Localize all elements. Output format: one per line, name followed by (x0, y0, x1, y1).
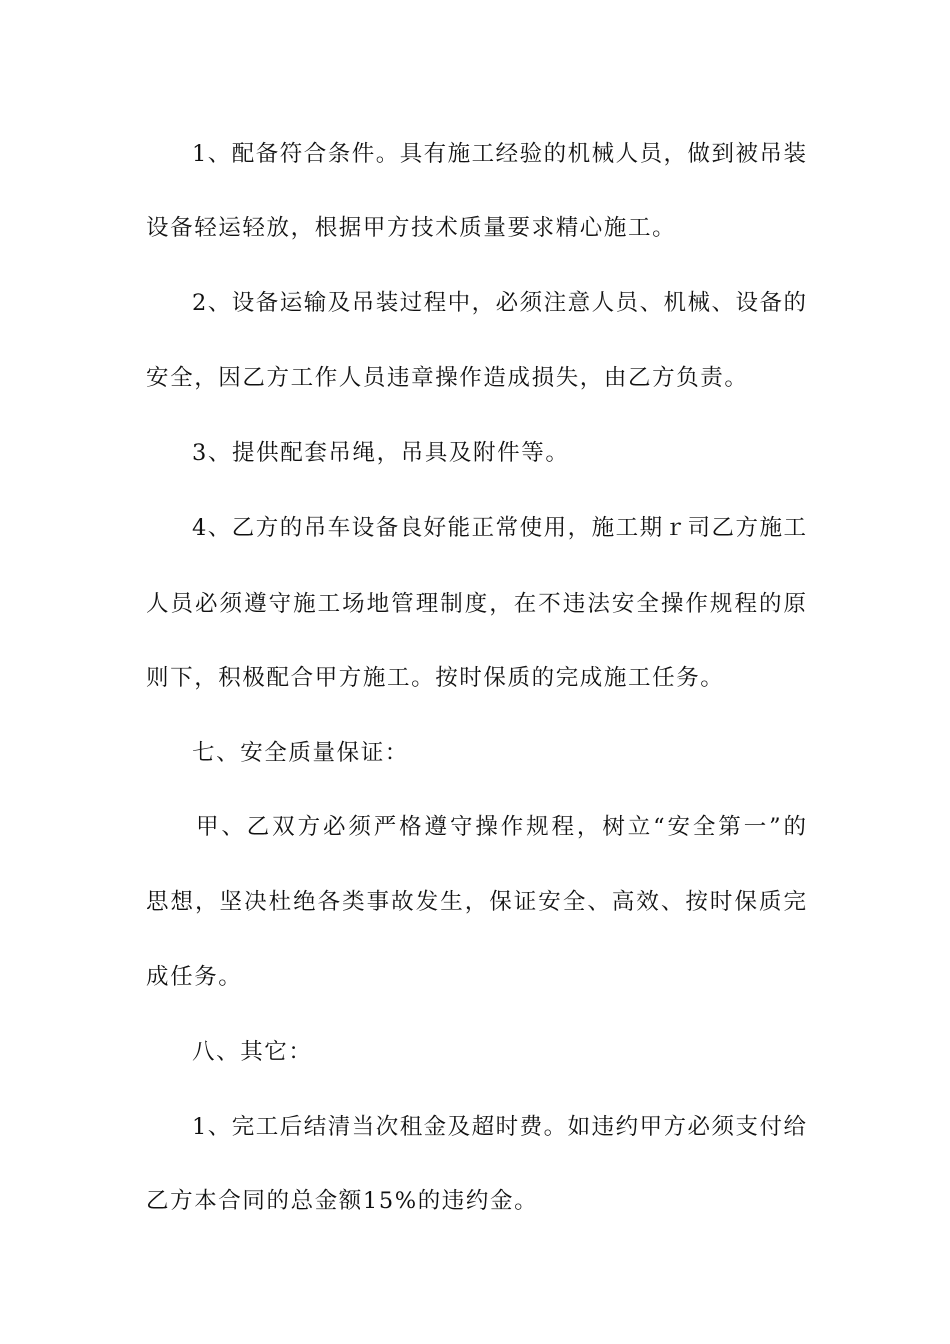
section-heading: 七、安全质量保证： (192, 740, 409, 766)
paragraph-line: 成任务。 (146, 964, 243, 990)
paragraph-line: 设备轻运轻放，根据甲方技术质量要求精心施工。 (146, 215, 677, 241)
paragraph-line: 1、完工后结清当次租金及超时费。如违约甲方必须支付给 (192, 1114, 806, 1140)
paragraph-line: 2、设备运输及吊装过程中，必须注意人员、机械、设备的 (192, 290, 806, 316)
paragraph-line: 人员必须遵守施工场地管理制度，在不违法安全操作规程的原 (146, 591, 806, 617)
paragraph-line: 1、配备符合条件。具有施工经验的机械人员，做到被吊装 (192, 141, 806, 167)
paragraph-line: 甲、乙双方必须严格遵守操作规程，树立“安全第一”的 (196, 814, 806, 840)
paragraph-line: 3、提供配套吊绳，吊具及附件等。 (192, 440, 570, 466)
paragraph-line: 乙方本合同的总金额15%的违约金。 (146, 1188, 539, 1214)
paragraph-line: 4、乙方的吊车设备良好能正常使用，施工期ｒ司乙方施工 (192, 515, 806, 541)
paragraph-line: 思想，坚决杜绝各类事故发生，保证安全、高效、按时保质完 (146, 889, 806, 915)
paragraph-line: 安全，因乙方工作人员违章操作造成损失，由乙方负责。 (146, 365, 749, 391)
paragraph-line: 则下，积极配合甲方施工。按时保质的完成施工任务。 (146, 665, 725, 691)
section-heading: 八、其它： (192, 1039, 313, 1065)
